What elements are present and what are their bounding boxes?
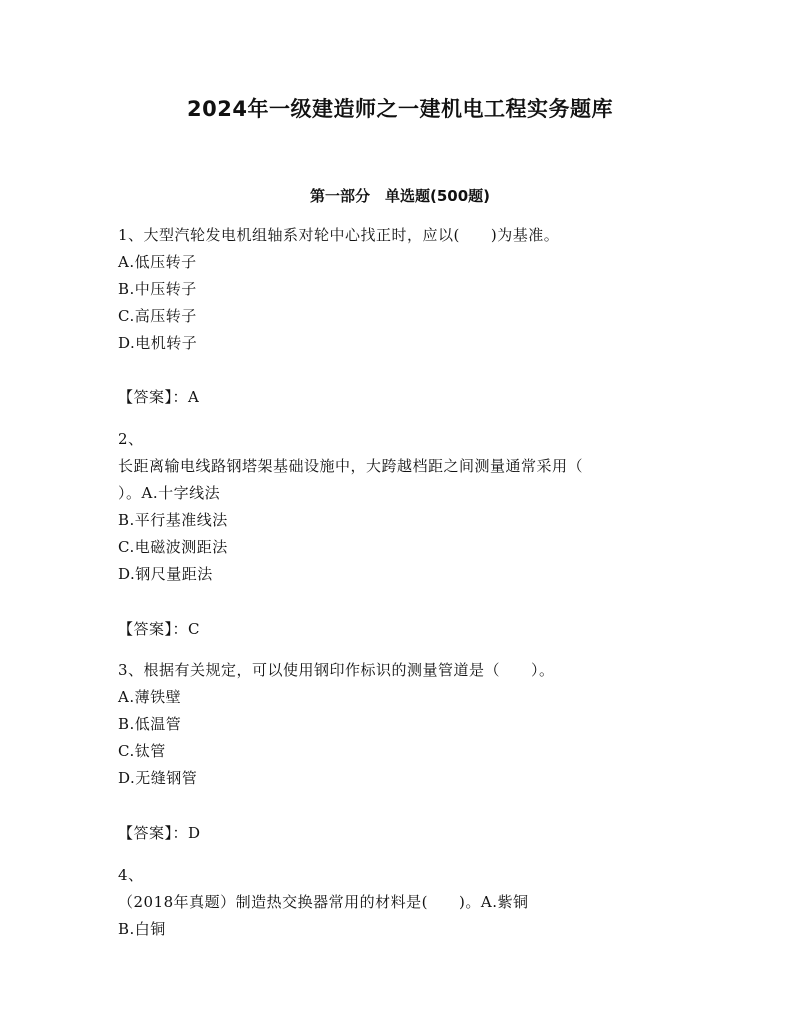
question-3-option-c: C.钛管 xyxy=(118,742,166,760)
question-2-option-d: D.钢尺量距法 xyxy=(118,565,213,583)
question-3-option-d: D.无缝钢管 xyxy=(118,769,198,787)
question-3-option-b: B.低温管 xyxy=(118,715,182,733)
question-2-answer: 【答案】：C xyxy=(118,620,200,638)
question-2-option-c: C.电磁波测距法 xyxy=(118,538,228,556)
question-4-number: 4、 xyxy=(118,866,144,884)
question-4-option-b: B.白铜 xyxy=(118,920,166,938)
question-1-option-d: D.电机转子 xyxy=(118,334,198,352)
question-3-answer: 【答案】：D xyxy=(118,824,201,842)
question-1-option-b: B.中压转子 xyxy=(118,280,197,298)
question-1-option-a: A.低压转子 xyxy=(118,253,197,271)
question-1-answer: 【答案】：A xyxy=(118,388,200,406)
question-1-stem: 1、大型汽轮发电机组轴系对轮中心找正时，应以( )为基准。 xyxy=(118,226,560,244)
question-2-stem-line-1: 长距离输电线路钢塔架基础设施中，大跨越档距之间测量通常采用（ xyxy=(118,457,584,475)
question-2-stem-line-2: ）。A.十字线法 xyxy=(118,484,221,502)
question-2-number: 2、 xyxy=(118,430,144,448)
question-2-option-b: B.平行基准线法 xyxy=(118,511,228,529)
question-1-option-c: C.高压转子 xyxy=(118,307,197,325)
question-3-option-a: A.薄铁壁 xyxy=(118,688,182,706)
question-4-stem-line-1: （2018年真题）制造热交换器常用的材料是( )。A.紫铜 xyxy=(118,893,529,911)
document-title: 2024年一级建造师之一建机电工程实务题库 xyxy=(187,97,613,121)
question-3-stem: 3、根据有关规定，可以使用钢印作标识的测量管道是（ ）。 xyxy=(118,661,555,679)
section-title: 第一部分 单选题(500题) xyxy=(309,187,491,205)
